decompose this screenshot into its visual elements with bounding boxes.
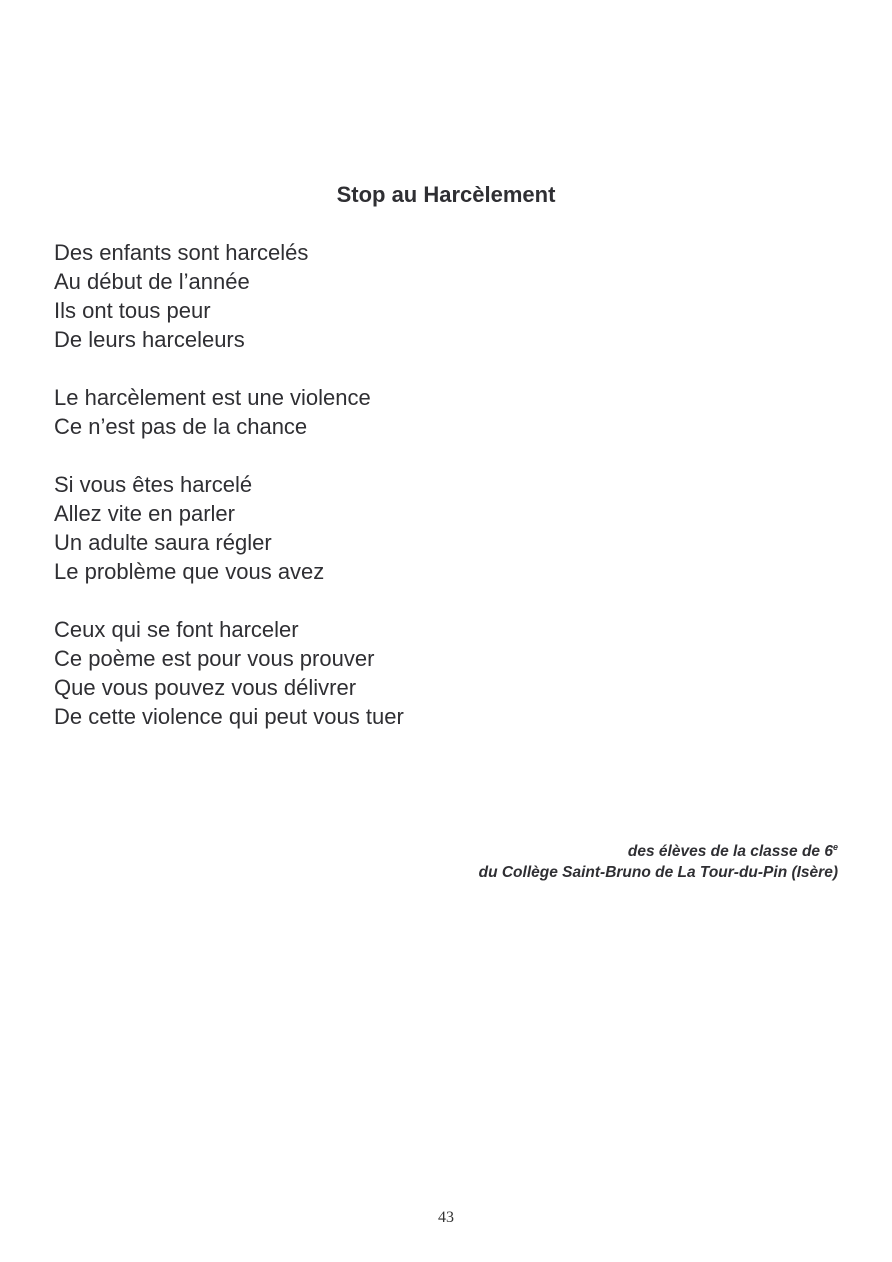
verse-line: Ce poème est pour vous prouver — [54, 646, 375, 671]
verse-line: Si vous êtes harcelé — [54, 472, 253, 497]
stanza-2 — [54, 383, 754, 441]
verse-line: Des enfants sont harcelés — [54, 240, 309, 265]
credit-line-school: du Collège Saint-Bruno de La Tour-du-Pin (Isère) — [478, 864, 838, 881]
verse-line: Ceux qui se font harceler — [54, 617, 299, 642]
poem-body — [54, 238, 754, 760]
verse-line: De cette violence qui peut vous tuer — [54, 704, 404, 729]
verse-line: Que vous pouvez vous délivrer — [54, 675, 357, 700]
verse-line: Ils ont tous peur — [54, 298, 211, 323]
page-number: 43 — [438, 1209, 454, 1226]
verse-line: Le harcèlement est une violence — [54, 385, 371, 410]
verse-line: Allez vite en parler — [54, 501, 235, 526]
verse-line: Au début de l’année — [54, 269, 250, 294]
verse-line: De leurs harceleurs — [54, 327, 245, 352]
stanza-3 — [54, 470, 754, 586]
verse-line: Ce n’est pas de la chance — [54, 414, 308, 439]
stanza-1 — [54, 238, 754, 354]
author-credit — [479, 841, 838, 883]
credit-superscript: e — [832, 841, 838, 852]
verse-line: Le problème que vous avez — [54, 559, 325, 584]
credit-line-class — [479, 841, 838, 862]
verse-line: Un adulte saura régler — [54, 530, 272, 555]
stanza-4 — [54, 615, 754, 731]
poem-title: Stop au Harcèlement — [336, 182, 556, 207]
credit-class-text: des élèves de la classe de 6 — [627, 843, 833, 860]
